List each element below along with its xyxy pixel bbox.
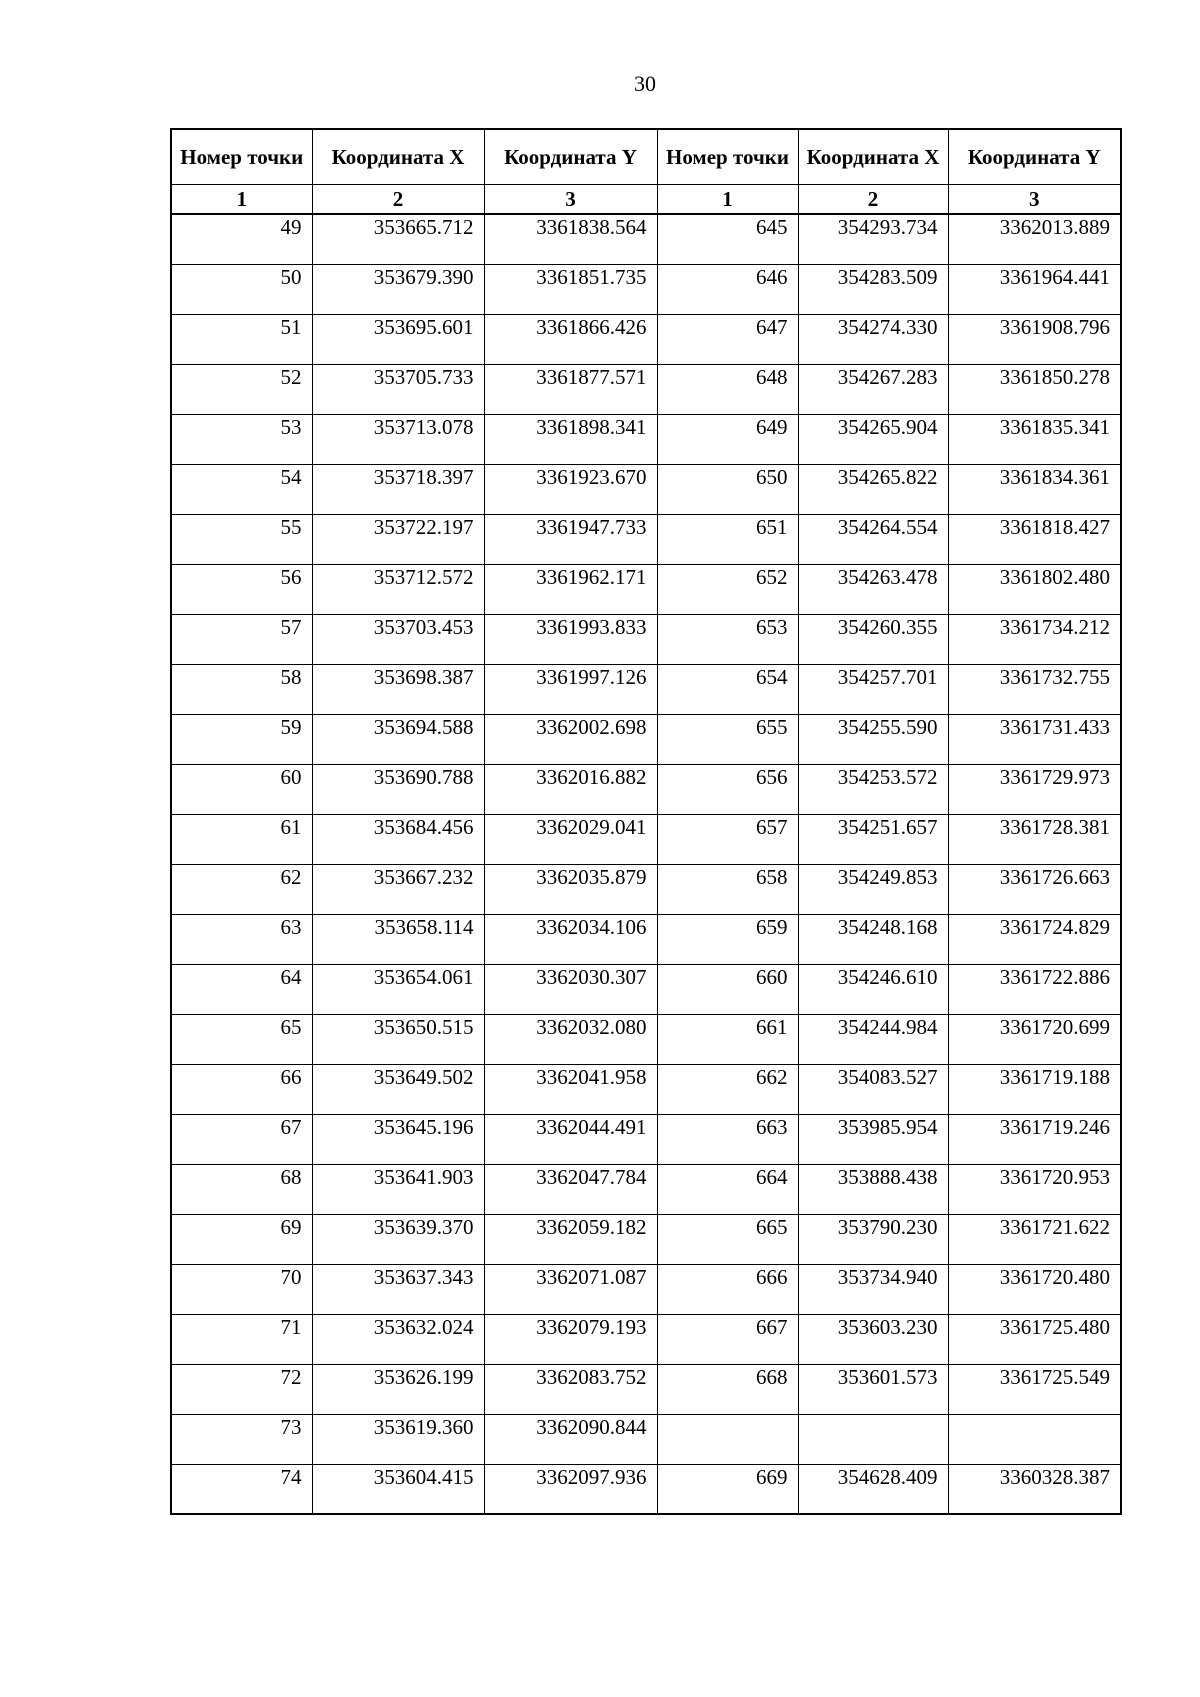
- coordinate-x-cell: 353658.114: [312, 914, 484, 964]
- header-coordinate-y-1: Координата Y: [484, 129, 657, 185]
- coordinate-y-cell: 3361722.886: [948, 964, 1121, 1014]
- column-index: 2: [312, 185, 484, 215]
- coordinate-y-cell: 3361850.278: [948, 364, 1121, 414]
- coordinate-x-cell: 353695.601: [312, 314, 484, 364]
- coordinate-x-cell: 353619.360: [312, 1414, 484, 1464]
- coordinate-x-cell: 354293.734: [798, 214, 948, 264]
- coordinate-x-cell: 354244.984: [798, 1014, 948, 1064]
- coordinate-x-cell: 354264.554: [798, 514, 948, 564]
- table-row: [171, 464, 1121, 514]
- coordinate-y-cell: 3361947.733: [484, 514, 657, 564]
- coordinate-x-cell: 354265.904: [798, 414, 948, 464]
- coordinate-x-cell: 354628.409: [798, 1464, 948, 1514]
- coordinate-y-cell: 3361908.796: [948, 314, 1121, 364]
- coordinate-x-cell: 353690.788: [312, 764, 484, 814]
- point-number-cell: [657, 1414, 798, 1464]
- table-row: [171, 814, 1121, 864]
- point-number-cell: 65: [171, 1014, 312, 1064]
- point-number-cell: 55: [171, 514, 312, 564]
- point-number-cell: 659: [657, 914, 798, 964]
- table-row: [171, 264, 1121, 314]
- table-row: [171, 1064, 1121, 1114]
- point-number-cell: 74: [171, 1464, 312, 1514]
- table-row: [171, 1014, 1121, 1064]
- coordinate-y-cell: 3362079.193: [484, 1314, 657, 1364]
- coordinate-x-cell: 353665.712: [312, 214, 484, 264]
- point-number-cell: 53: [171, 414, 312, 464]
- coordinate-y-cell: [948, 1414, 1121, 1464]
- coordinate-x-cell: 353637.343: [312, 1264, 484, 1314]
- coordinate-x-cell: [798, 1414, 948, 1464]
- coordinate-x-cell: 354263.478: [798, 564, 948, 614]
- table-row: [171, 1464, 1121, 1514]
- table-row: [171, 514, 1121, 564]
- point-number-cell: 52: [171, 364, 312, 414]
- point-number-cell: 71: [171, 1314, 312, 1364]
- point-number-cell: 651: [657, 514, 798, 564]
- column-index: 1: [171, 185, 312, 215]
- coordinate-x-cell: 353626.199: [312, 1364, 484, 1414]
- coordinate-y-cell: 3362013.889: [948, 214, 1121, 264]
- coordinate-x-cell: 353790.230: [798, 1214, 948, 1264]
- point-number-cell: 69: [171, 1214, 312, 1264]
- point-number-cell: 62: [171, 864, 312, 914]
- coordinate-y-cell: 3362035.879: [484, 864, 657, 914]
- coordinate-y-cell: 3361731.433: [948, 714, 1121, 764]
- coordinate-x-cell: 353888.438: [798, 1164, 948, 1214]
- coordinate-y-cell: 3362083.752: [484, 1364, 657, 1414]
- coordinate-y-cell: 3361834.361: [948, 464, 1121, 514]
- point-number-cell: 51: [171, 314, 312, 364]
- coordinate-y-cell: 3361724.829: [948, 914, 1121, 964]
- table-row: [171, 764, 1121, 814]
- coordinate-x-cell: 353698.387: [312, 664, 484, 714]
- table-row: [171, 364, 1121, 414]
- coordinate-y-cell: 3362047.784: [484, 1164, 657, 1214]
- point-number-cell: 68: [171, 1164, 312, 1214]
- table-body: [171, 214, 1121, 1514]
- point-number-cell: 661: [657, 1014, 798, 1064]
- column-index-row: [171, 185, 1121, 215]
- coordinate-y-cell: 3361720.953: [948, 1164, 1121, 1214]
- point-number-cell: 652: [657, 564, 798, 614]
- point-number-cell: 56: [171, 564, 312, 614]
- coordinate-y-cell: 3361818.427: [948, 514, 1121, 564]
- column-index: 3: [948, 185, 1121, 215]
- point-number-cell: 646: [657, 264, 798, 314]
- header-coordinate-y-2: Координата Y: [948, 129, 1121, 185]
- coordinate-x-cell: 353703.453: [312, 614, 484, 664]
- coordinate-y-cell: 3362034.106: [484, 914, 657, 964]
- coordinate-y-cell: 3361734.212: [948, 614, 1121, 664]
- table-row: [171, 564, 1121, 614]
- coordinate-y-cell: 3362030.307: [484, 964, 657, 1014]
- coordinate-y-cell: 3361726.663: [948, 864, 1121, 914]
- coordinate-x-cell: 353601.573: [798, 1364, 948, 1414]
- coordinate-x-cell: 353649.502: [312, 1064, 484, 1114]
- coordinate-x-cell: 353712.572: [312, 564, 484, 614]
- coordinate-x-cell: 353713.078: [312, 414, 484, 464]
- header-coordinate-x-2: Координата X: [798, 129, 948, 185]
- coordinate-y-cell: 3361877.571: [484, 364, 657, 414]
- point-number-cell: 58: [171, 664, 312, 714]
- coordinate-x-cell: 354253.572: [798, 764, 948, 814]
- coordinate-x-cell: 354274.330: [798, 314, 948, 364]
- table-row: [171, 614, 1121, 664]
- coordinate-y-cell: 3361835.341: [948, 414, 1121, 464]
- coordinate-x-cell: 353604.415: [312, 1464, 484, 1514]
- coordinate-y-cell: 3361962.171: [484, 564, 657, 614]
- header-coordinate-x-1: Координата X: [312, 129, 484, 185]
- coordinate-y-cell: 3361719.246: [948, 1114, 1121, 1164]
- column-index: 2: [798, 185, 948, 215]
- column-index: 3: [484, 185, 657, 215]
- table-row: [171, 964, 1121, 1014]
- coordinate-x-cell: 353667.232: [312, 864, 484, 914]
- coordinate-x-cell: 354257.701: [798, 664, 948, 714]
- coordinate-y-cell: 3362097.936: [484, 1464, 657, 1514]
- table-row: [171, 914, 1121, 964]
- coordinate-y-cell: 3361720.480: [948, 1264, 1121, 1314]
- point-number-cell: 57: [171, 614, 312, 664]
- point-number-cell: 70: [171, 1264, 312, 1314]
- coordinate-x-cell: 353645.196: [312, 1114, 484, 1164]
- coordinate-y-cell: 3361725.480: [948, 1314, 1121, 1364]
- point-number-cell: 63: [171, 914, 312, 964]
- table-row: [171, 1414, 1121, 1464]
- coordinate-x-cell: 354251.657: [798, 814, 948, 864]
- coordinate-x-cell: 354267.283: [798, 364, 948, 414]
- point-number-cell: 49: [171, 214, 312, 264]
- page-number: 30: [634, 71, 656, 96]
- coordinate-y-cell: 3361923.670: [484, 464, 657, 514]
- table-row: [171, 1114, 1121, 1164]
- point-number-cell: 67: [171, 1114, 312, 1164]
- coordinate-y-cell: 3360328.387: [948, 1464, 1121, 1514]
- coordinate-x-cell: 354083.527: [798, 1064, 948, 1114]
- point-number-cell: 665: [657, 1214, 798, 1264]
- header-point-number-2: Номер точки: [657, 129, 798, 185]
- point-number-cell: 648: [657, 364, 798, 414]
- point-number-cell: 656: [657, 764, 798, 814]
- coordinates-table: [170, 128, 1122, 1515]
- coordinate-y-cell: 3361729.973: [948, 764, 1121, 814]
- coordinate-y-cell: 3361866.426: [484, 314, 657, 364]
- point-number-cell: 59: [171, 714, 312, 764]
- point-number-cell: 654: [657, 664, 798, 714]
- coordinate-y-cell: 3361964.441: [948, 264, 1121, 314]
- coordinate-x-cell: 354249.853: [798, 864, 948, 914]
- table-row: [171, 714, 1121, 764]
- point-number-cell: 64: [171, 964, 312, 1014]
- coordinate-x-cell: 353679.390: [312, 264, 484, 314]
- coordinate-y-cell: 3362090.844: [484, 1414, 657, 1464]
- point-number-cell: 658: [657, 864, 798, 914]
- point-number-cell: 667: [657, 1314, 798, 1364]
- coordinate-x-cell: 354265.822: [798, 464, 948, 514]
- point-number-cell: 660: [657, 964, 798, 1014]
- table-row: [171, 1264, 1121, 1314]
- point-number-cell: 666: [657, 1264, 798, 1314]
- table-row: [171, 864, 1121, 914]
- coordinate-x-cell: 354260.355: [798, 614, 948, 664]
- coordinate-x-cell: 354248.168: [798, 914, 948, 964]
- point-number-cell: 664: [657, 1164, 798, 1214]
- coordinate-x-cell: 353718.397: [312, 464, 484, 514]
- table-row: [171, 1314, 1121, 1364]
- point-number-cell: 653: [657, 614, 798, 664]
- table-header: [171, 129, 1121, 214]
- table-row: [171, 1214, 1121, 1264]
- coordinate-y-cell: 3361728.381: [948, 814, 1121, 864]
- coordinate-x-cell: 353650.515: [312, 1014, 484, 1064]
- point-number-cell: 669: [657, 1464, 798, 1514]
- point-number-cell: 650: [657, 464, 798, 514]
- coordinate-y-cell: 3361721.622: [948, 1214, 1121, 1264]
- coordinate-y-cell: 3361732.755: [948, 664, 1121, 714]
- coordinate-x-cell: 353654.061: [312, 964, 484, 1014]
- coordinate-x-cell: 353722.197: [312, 514, 484, 564]
- coordinate-y-cell: 3361851.735: [484, 264, 657, 314]
- point-number-cell: 655: [657, 714, 798, 764]
- coordinate-x-cell: 354246.610: [798, 964, 948, 1014]
- coordinate-y-cell: 3361725.549: [948, 1364, 1121, 1414]
- coordinate-y-cell: 3362002.698: [484, 714, 657, 764]
- coordinate-y-cell: 3362059.182: [484, 1214, 657, 1264]
- coordinate-y-cell: 3361720.699: [948, 1014, 1121, 1064]
- header-row: [171, 129, 1121, 185]
- coordinate-y-cell: 3361898.341: [484, 414, 657, 464]
- point-number-cell: 649: [657, 414, 798, 464]
- point-number-cell: 73: [171, 1414, 312, 1464]
- coordinate-y-cell: 3361997.126: [484, 664, 657, 714]
- coordinate-x-cell: 353641.903: [312, 1164, 484, 1214]
- coordinate-x-cell: 353639.370: [312, 1214, 484, 1264]
- column-index: 1: [657, 185, 798, 215]
- point-number-cell: 50: [171, 264, 312, 314]
- point-number-cell: 657: [657, 814, 798, 864]
- coordinate-y-cell: 3362029.041: [484, 814, 657, 864]
- table-row: [171, 1164, 1121, 1214]
- table-row: [171, 1364, 1121, 1414]
- point-number-cell: 61: [171, 814, 312, 864]
- coordinate-y-cell: 3362041.958: [484, 1064, 657, 1114]
- coordinate-x-cell: 354283.509: [798, 264, 948, 314]
- coordinate-y-cell: 3361838.564: [484, 214, 657, 264]
- point-number-cell: 668: [657, 1364, 798, 1414]
- coordinate-y-cell: 3362044.491: [484, 1114, 657, 1164]
- coordinate-x-cell: 353694.588: [312, 714, 484, 764]
- coordinate-y-cell: 3361802.480: [948, 564, 1121, 614]
- header-point-number-1: Номер точки: [171, 129, 312, 185]
- coordinate-x-cell: 353705.733: [312, 364, 484, 414]
- point-number-cell: 54: [171, 464, 312, 514]
- coordinate-y-cell: 3362071.087: [484, 1264, 657, 1314]
- point-number-cell: 66: [171, 1064, 312, 1114]
- coordinate-x-cell: 353734.940: [798, 1264, 948, 1314]
- table-row: [171, 314, 1121, 364]
- coordinate-x-cell: 353632.024: [312, 1314, 484, 1364]
- table-row: [171, 414, 1121, 464]
- point-number-cell: 72: [171, 1364, 312, 1414]
- point-number-cell: 663: [657, 1114, 798, 1164]
- table-row: [171, 214, 1121, 264]
- point-number-cell: 647: [657, 314, 798, 364]
- table-row: [171, 664, 1121, 714]
- coordinate-x-cell: 353603.230: [798, 1314, 948, 1364]
- coordinate-y-cell: 3362016.882: [484, 764, 657, 814]
- point-number-cell: 60: [171, 764, 312, 814]
- point-number-cell: 662: [657, 1064, 798, 1114]
- coordinate-y-cell: 3361993.833: [484, 614, 657, 664]
- coordinate-x-cell: 353985.954: [798, 1114, 948, 1164]
- coordinate-y-cell: 3361719.188: [948, 1064, 1121, 1114]
- coordinate-x-cell: 354255.590: [798, 714, 948, 764]
- coordinate-x-cell: 353684.456: [312, 814, 484, 864]
- point-number-cell: 645: [657, 214, 798, 264]
- coordinate-y-cell: 3362032.080: [484, 1014, 657, 1064]
